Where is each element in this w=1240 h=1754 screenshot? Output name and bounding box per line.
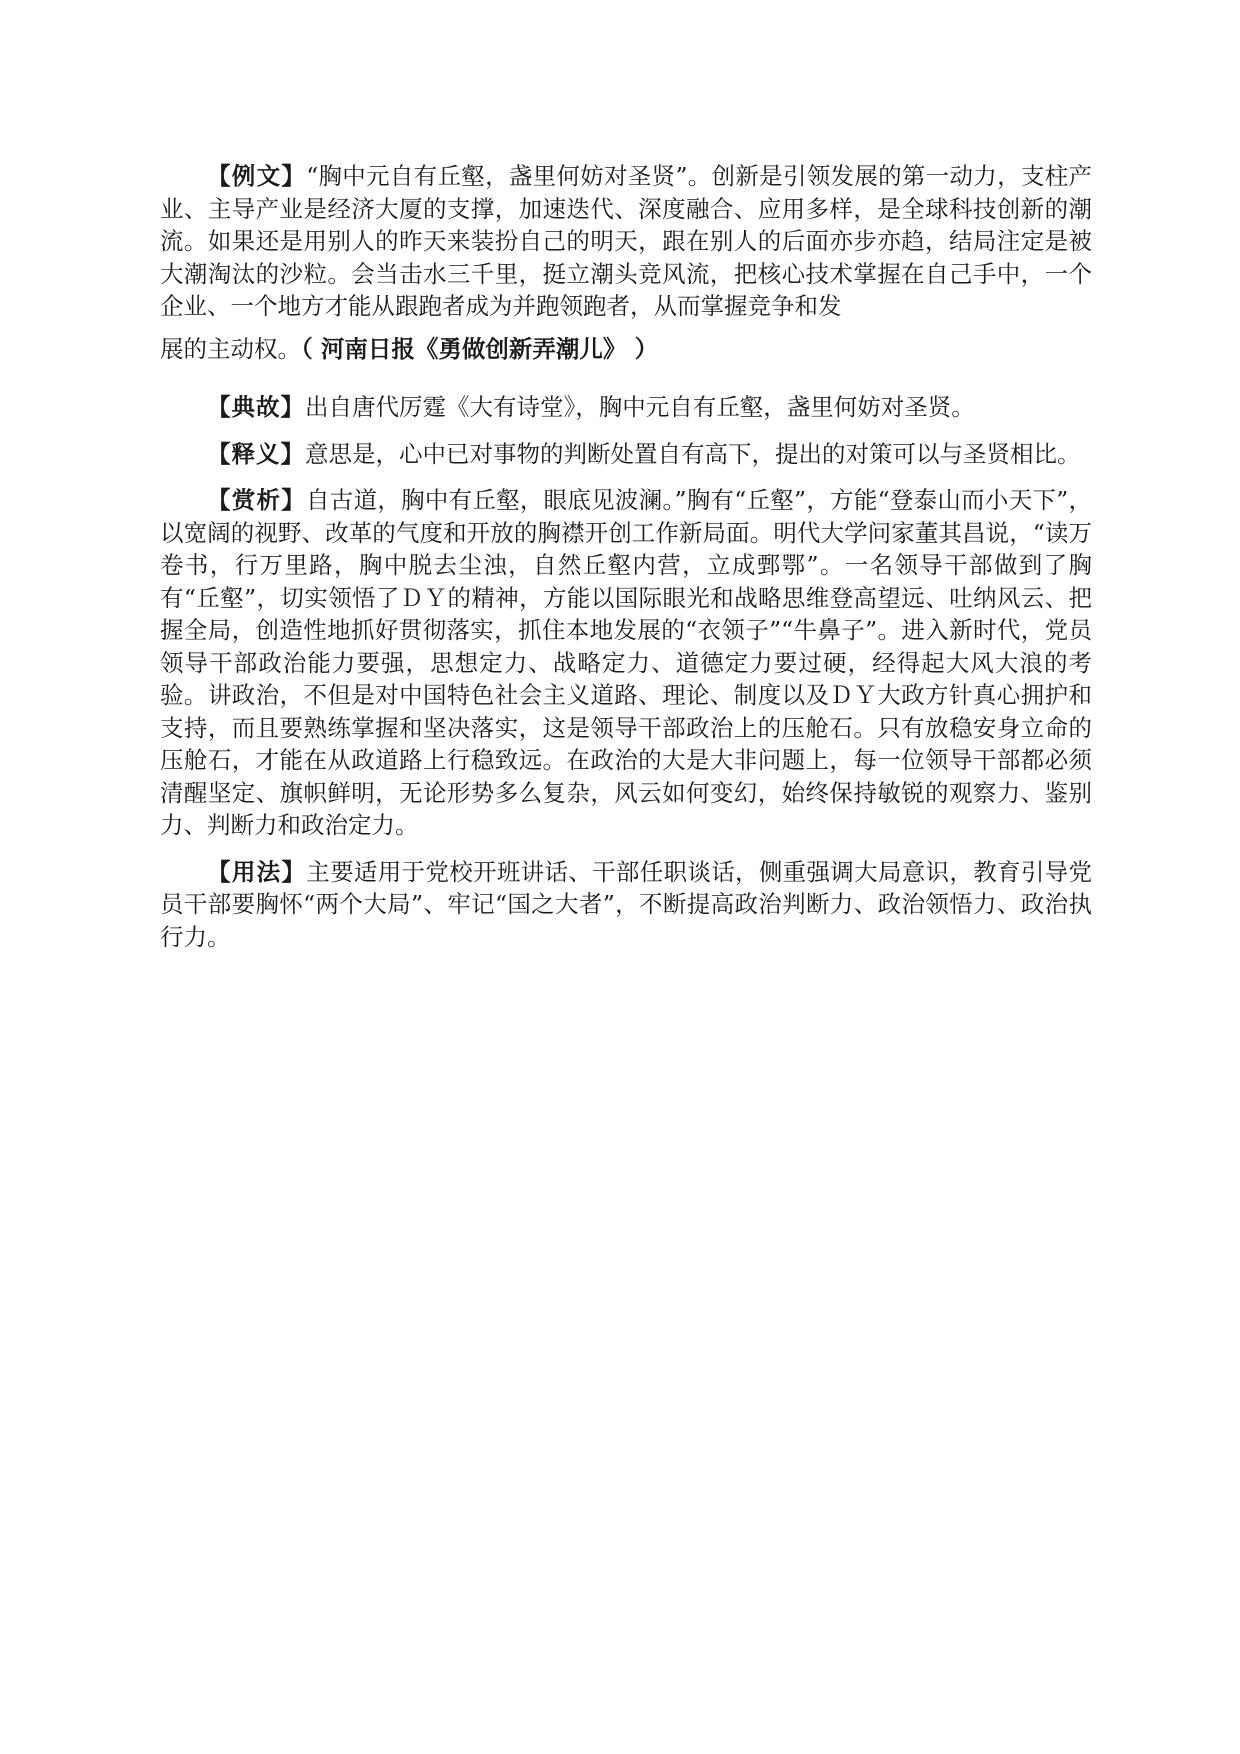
- analysis-tag: 【赏析】: [207, 486, 307, 514]
- analysis-text: 自古道，胸中有丘壑，眼底见波澜。”胸有“丘壑”，方能“登泰山而小天下”，以宽阔的视野、改革的气度和开放的胸襟开创工作新局面。明代大学问家董其昌说，“读万卷书，行万里路，胸中脱去尘浊，自然丘壑内营，立成鄄鄂”。一名领导干部做到了胸有“丘壑”，切实领悟了ＤＹ的精神，方能以国际眼光和战略思维登高望远、吐纳风云、把握全局，创造性地抓好贯彻落实，抓住本地发展的“衣领子”“牛鼻子”。进入新时代，党员领导干部政治能力要强，思想定力、战略定力、道德定力要过硬，经得起大风大浪的考验。讲政治，不但是对中国特色社会主义道路、理论、制度以及ＤＹ大政方针真心拥护和支持，而且要熟练掌握和坚决落实，这是领导干部政治上的压舱石。只有放稳安身立命的压舱石，才能在从政道路上行稳致远。在政治的大是大非问题上，每一位领导干部都必须清醒坚定、旗帜鲜明，无论形势多么复杂，风云如何变幻，始终保持敏锐的观察力、鉴别力、判断力和政治定力。: [160, 486, 1092, 839]
- meaning-paragraph: [160, 438, 1092, 471]
- document-page: [160, 160, 1092, 953]
- usage-tag: 【用法】: [207, 857, 307, 886]
- meaning-tag: 【释义】: [207, 439, 305, 468]
- example-last-line: [160, 333, 658, 366]
- allusion-text: 出自唐代厉霆《大有诗堂》，胸中元自有丘壑，盏里何妨对圣贤。: [305, 393, 975, 421]
- example-text: “胸中元自有丘壑，盏里何妨对圣贤”。创新是引领发展的第一动力，支柱产业、主导产业是经济大厦的支撑，加速迭代、深度融合、应用多样，是全球科技创新的潮流。如果还是用别人的昨天来装扮自己的明天，跟在别人的后面亦步亦趋，结局注定是被大潮淘汰的沙粒。会当击水三千里，挺立潮头竞风流，把核心技术掌握在自己手中，一个企业、一个地方才能从跟跑者成为并跑领跑者，从而掌握竞争和发: [160, 162, 1092, 320]
- example-paragraph: [160, 160, 1092, 365]
- meaning-text: 意思是，心中已对事物的判断处置自有高下，提出的对策可以与圣贤相比。: [305, 439, 1081, 468]
- example-text-last: 展的主动权。: [160, 334, 301, 363]
- allusion-tag: 【典故】: [207, 393, 305, 421]
- allusion-paragraph: [160, 391, 1092, 424]
- example-tag: 【例文】: [207, 162, 307, 190]
- usage-text: 主要适用于党校开班讲话、干部任职谈话，侧重强调大局意识，教育引导党员干部要胸怀“两个大局”、牢记“国之大者”，不断提高政治判断力、政治领悟力、政治执行力。: [160, 857, 1093, 951]
- analysis-paragraph: [160, 484, 1092, 842]
- example-source: （ 河南日报《勇做创新弄潮儿》 ）: [301, 334, 659, 363]
- usage-paragraph: [160, 856, 1092, 954]
